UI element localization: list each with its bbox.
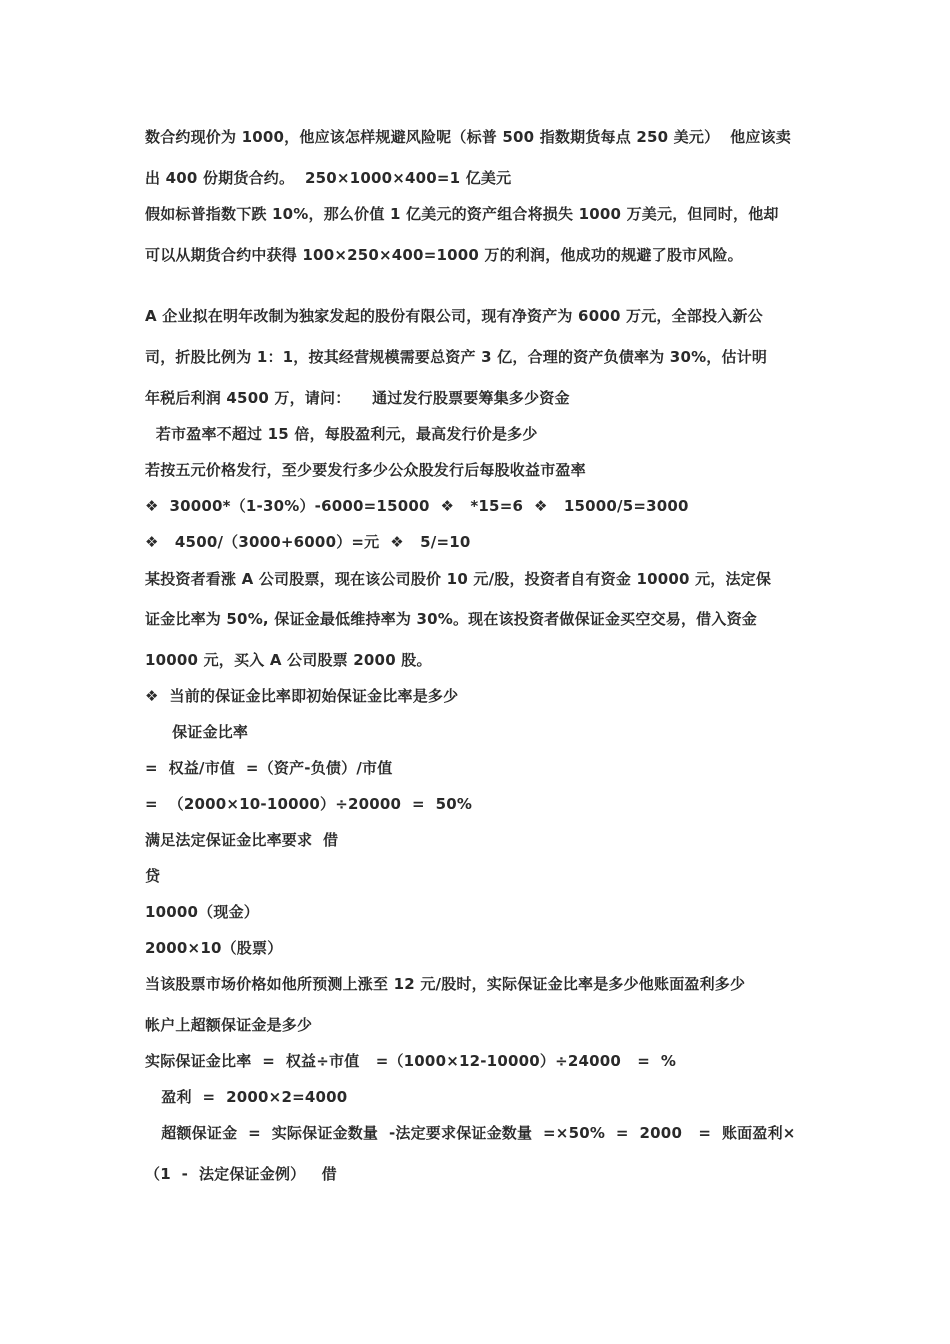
text-line: = （2000×10-10000）÷20000 = 50% bbox=[145, 795, 473, 813]
text-line: A 企业拟在明年改制为独家发起的股份有限公司，现有净资产为 6000 万元，全部投入新公 bbox=[145, 307, 763, 325]
text-line: 帐户上超额保证金是多少 bbox=[145, 1016, 313, 1034]
text-line: 若按五元价格发行，至少要发行多少公众股发行后每股收益市盈率 bbox=[145, 461, 586, 479]
text-line: 满足法定保证金比率要求 借 bbox=[145, 831, 339, 849]
text-line: = 权益/市值 =（资产-负债）/市值 bbox=[145, 759, 393, 777]
text-line: 2000×10（股票） bbox=[145, 939, 283, 957]
text-line: 当该股票市场价格如他所预测上涨至 12 元/股时，实际保证金比率是多少他账面盈利多少 bbox=[145, 975, 746, 993]
text-line: 10000 元，买入 A 公司股票 2000 股。 bbox=[145, 651, 432, 669]
text-line: 出 400 份期货合约。 250×1000×400=1 亿美元 bbox=[145, 169, 512, 187]
text-line: 实际保证金比率 = 权益÷市值 =（1000×12-10000）÷24000 = % bbox=[145, 1052, 677, 1070]
text-line: 10000（现金） bbox=[145, 903, 259, 921]
text-line: 数合约现价为 1000，他应该怎样规避风险呢（标普 500 指数期货每点 250 美元） 他应该卖 bbox=[145, 128, 791, 146]
text-line: 超额保证金 = 实际保证金数量 -法定要求保证金数量 =×50% = 2000 = 账面盈利× bbox=[145, 1124, 796, 1142]
text-line: 贷 bbox=[145, 867, 161, 885]
text-line: 假如标普指数下跌 10%，那么价值 1 亿美元的资产组合将损失 1000 万美元，但同时，他却 bbox=[145, 205, 779, 223]
text-line: 年税后利润 4500 万，请问： 通过发行股票要筹集多少资金 bbox=[145, 389, 570, 407]
text-line: ❖ 4500/（3000+6000）=元 ❖ 5/=10 bbox=[145, 533, 471, 551]
text-line: （1 - 法定保证金例） 借 bbox=[145, 1165, 337, 1183]
text-line: 司，折股比例为 1：1，按其经营规模需要总资产 3 亿，合理的资产负债率为 30%，估计明 bbox=[145, 348, 768, 366]
text-line: 证金比率为 50%, 保证金最低维持率为 30%。现在该投资者做保证金买空交易，借入资金 bbox=[145, 610, 757, 628]
text-line: 保证金比率 bbox=[145, 723, 249, 741]
text-line: 盈利 = 2000×2=4000 bbox=[145, 1088, 348, 1106]
text-line: ❖ 当前的保证金比率即初始保证金比率是多少 bbox=[145, 687, 459, 705]
text-line: 若市盈率不超过 15 倍，每股盈利元，最高发行价是多少 bbox=[145, 425, 538, 443]
text-line: ❖ 30000*（1-30%）-6000=15000 ❖ *15=6 ❖ 15000/5=3000 bbox=[145, 497, 689, 515]
text-line: 某投资者看涨 A 公司股票，现在该公司股价 10 元/股，投资者自有资金 10000 元，法定保 bbox=[145, 570, 772, 588]
text-line: 可以从期货合约中获得 100×250×400=1000 万的利润，他成功的规避了股市风险。 bbox=[145, 246, 743, 264]
